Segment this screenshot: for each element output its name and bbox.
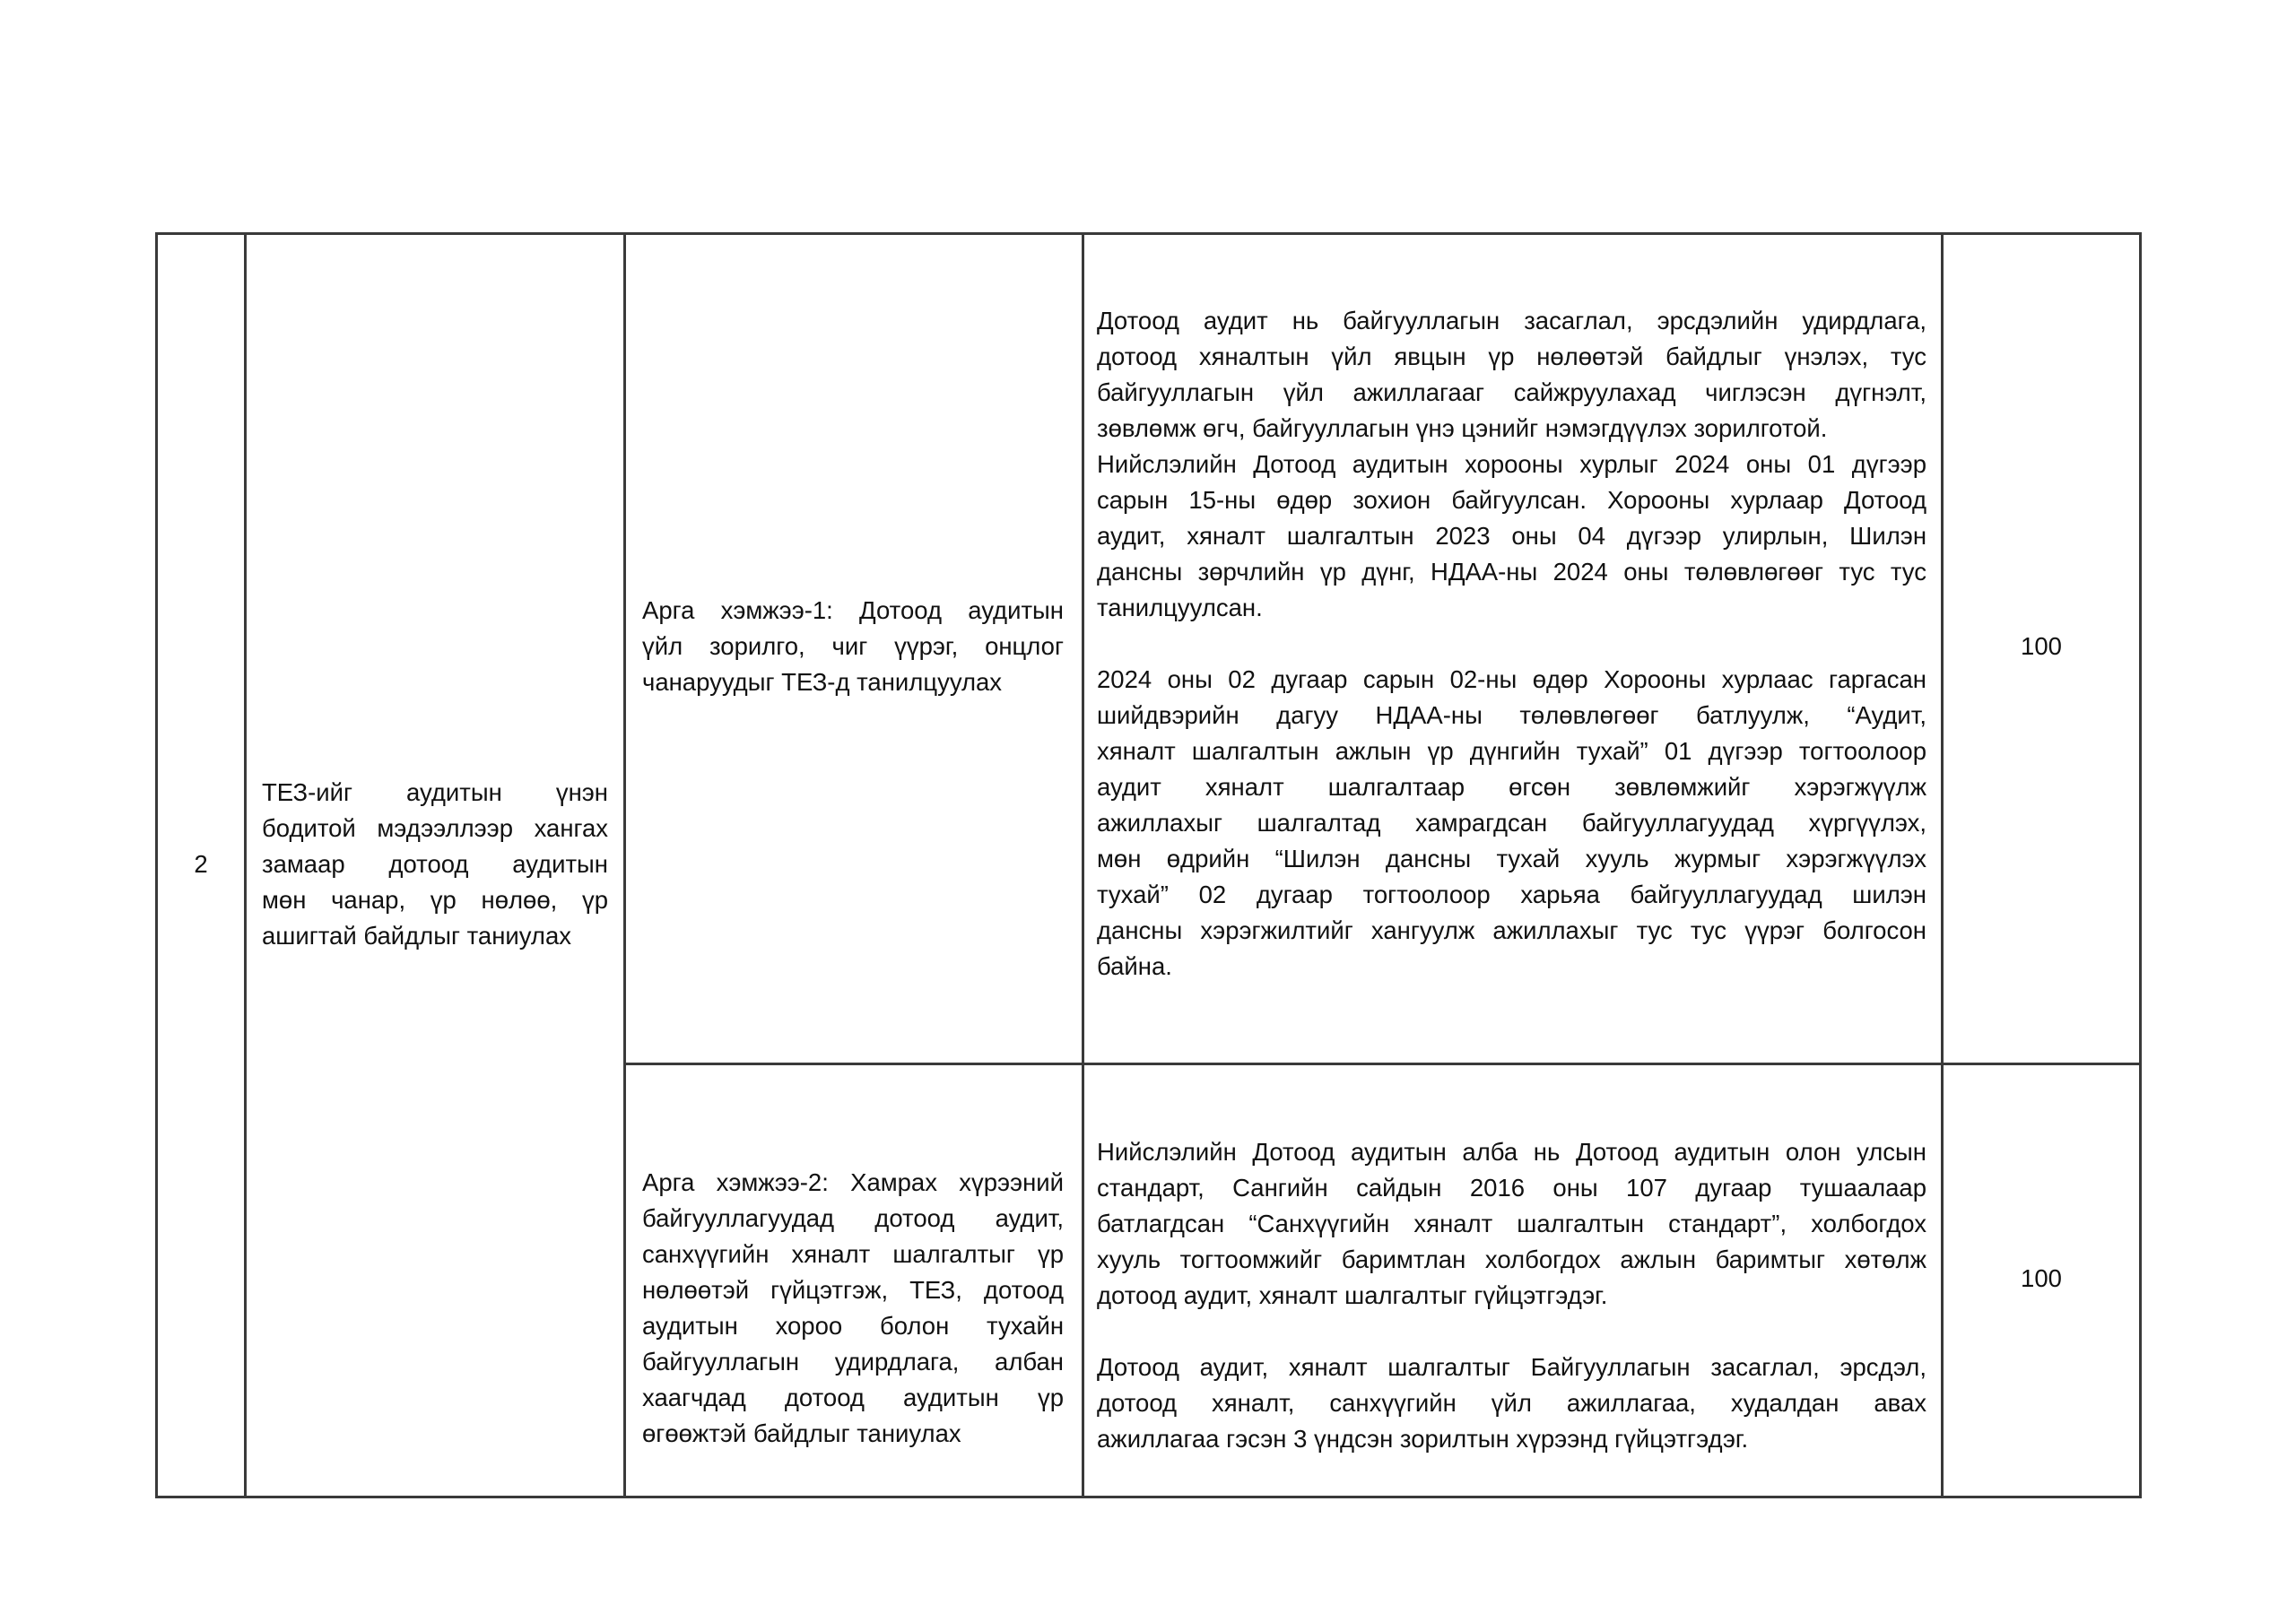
result-line: шийдвэрийн дагуу НДАА-ны төлөвлөгөөг батлуулж, “Аудит, [1097,701,1926,729]
result-line: танилцуулсан. [1097,594,1263,621]
paragraph-spacer [1097,1314,1926,1350]
column-divider-3 [1082,232,1084,1497]
goal-line: ТЕЗ-ийг аудитын үнэн [262,778,608,806]
result-line: сарын 15-ны өдөр зохион байгуулсан. Хорооны хурлаар Дотоод [1097,486,1926,514]
result-line: ажиллахыг шалгалтад хамрагдсан байгууллагуудад хүргүүлэх, [1097,809,1926,837]
goal-line: мөн чанар, үр нөлөө, үр [262,886,608,914]
result-line: Дотоод аудит, хяналт шалгалтыг Байгууллагын засаглал, эрсдэл, [1097,1353,1926,1381]
activity-title-line: Арга хэмжээ-1: Дотоод аудитын [642,596,1064,624]
activity-title-line: хаагчдад дотоод аудитын үр [642,1384,1064,1411]
activity-title-line: өгөөжтэй байдлыг таниулах [642,1419,961,1447]
row-number-cell [158,846,244,882]
result-line: аудит, хяналт шалгалтын 2023 оны 04 дүгээр улирлын, Шилэн [1097,522,1926,550]
activity-title-line: санхүүгийн хяналт шалгалтыг үр [642,1240,1064,1268]
result-line: тухай” 02 дугаар тогтоолоор харьяа байгууллагуудад шилэн [1097,881,1926,908]
result-line: аудит хяналт шалгалтаар өгсөн зөвлөмжийг хэрэгжүүлж [1097,773,1926,801]
result-line: дотоод аудит, хяналт шалгалтыг гүйцэтгэдэг. [1097,1281,1608,1309]
result-line: Нийслэлийн Дотоод аудитын хорооны хурлыг 2024 оны 01 дүгээр [1097,450,1926,478]
result-line: хяналт шалгалтын ажлын үр дүнгийн тухай” 01 дүгээр тогтоолоор [1097,737,1926,765]
result-line: батлагдсан “Санхүүгийн хяналт шалгалтын стандарт”, холбогдох [1097,1210,1926,1237]
column-divider-2 [623,232,626,1497]
result-line: хууль тогтоомжийг баримтлан холбогдох ажлын баримтыг хөтөлж [1097,1245,1926,1273]
result-line: стандарт, Сангийн сайдын 2016 оны 107 дугаар тушаалаар [1097,1174,1926,1202]
result-line: байгууллагын үйл ажиллагааг сайжруулахад чиглэсэн дүгнэлт, [1097,378,1926,406]
goal-line: ашигтай байдлыг таниулах [262,922,571,950]
activity-title-line: чанаруудыг ТЕЗ-д танилцуулах [642,668,1003,696]
activity-1-score [1944,629,2139,664]
column-divider-4 [1941,232,1944,1497]
result-line: зөвлөмж өгч, байгууллагын үнэ цэнийг нэмэгдүүлэх зорилготой. [1097,414,1828,442]
activity-1-title [642,593,1064,700]
result-line: мөн өдрийн “Шилэн дансны тухай хууль журмыг хэрэгжүүлэх [1097,845,1926,872]
goal-line: замаар дотоод аудитын [262,850,608,878]
result-line: байна. [1097,952,1172,980]
column-divider-1 [244,232,247,1497]
result-line: дансны зөрчлийн үр дүнг, НДАА-ны 2024 оны төлөвлөгөөг тус тус [1097,558,1926,586]
activity-title-line: байгууллагын удирдлага, албан [642,1348,1064,1376]
activity-1-result [1097,303,1926,985]
activity-title-line: үйл зорилго, чиг үүрэг, онцлог [642,632,1064,660]
activity-title-line: аудитын хороо болон тухайн [642,1312,1064,1340]
activity-2-score [1944,1261,2139,1297]
result-line: 2024 оны 02 дугаар сарын 02-ны өдөр Хорооны хурлаас гаргасан [1097,665,1926,693]
activity-title-line: байгууллагуудад дотоод аудит, [642,1204,1064,1232]
table-border-top [155,232,2142,235]
goal-cell [262,775,608,954]
score-value: 100 [2021,632,2062,660]
activity-2-result [1097,1134,1926,1457]
result-line: дотоод хяналтын үйл явцын үр нөлөөтэй байдлыг үнэлэх, тус [1097,343,1926,370]
paragraph-spacer [1097,626,1926,662]
row-number: 2 [194,850,208,878]
activity-2-title [642,1165,1064,1452]
result-line: дансны хэрэгжилтийг хангуулж ажиллахыг тус тус үүрэг болгосон [1097,916,1926,944]
goal-line: бодитой мэдээллээр хангах [262,814,608,842]
result-line: Дотоод аудит нь байгууллагын засаглал, эрсдэлийн удирдлага, [1097,307,1926,334]
result-line: Нийслэлийн Дотоод аудитын алба нь Дотоод аудитын олон улсын [1097,1138,1926,1166]
result-line: ажиллагаа гэсэн 3 үндсэн зорилтын хүрээнд гүйцэтгэдэг. [1097,1425,1749,1453]
table-border-right [2139,232,2142,1497]
score-value: 100 [2021,1264,2062,1292]
result-line: дотоод хяналт, санхүүгийн үйл ажиллагаа, худалдан авах [1097,1389,1926,1417]
row-divider [623,1063,2142,1065]
table-border-bottom [155,1496,2142,1498]
results-table [155,232,2141,1497]
activity-title-line: нөлөөтэй гүйцэтгэж, ТЕЗ, дотоод [642,1276,1064,1304]
activity-title-line: Арга хэмжээ-2: Хамрах хүрээний [642,1168,1064,1196]
